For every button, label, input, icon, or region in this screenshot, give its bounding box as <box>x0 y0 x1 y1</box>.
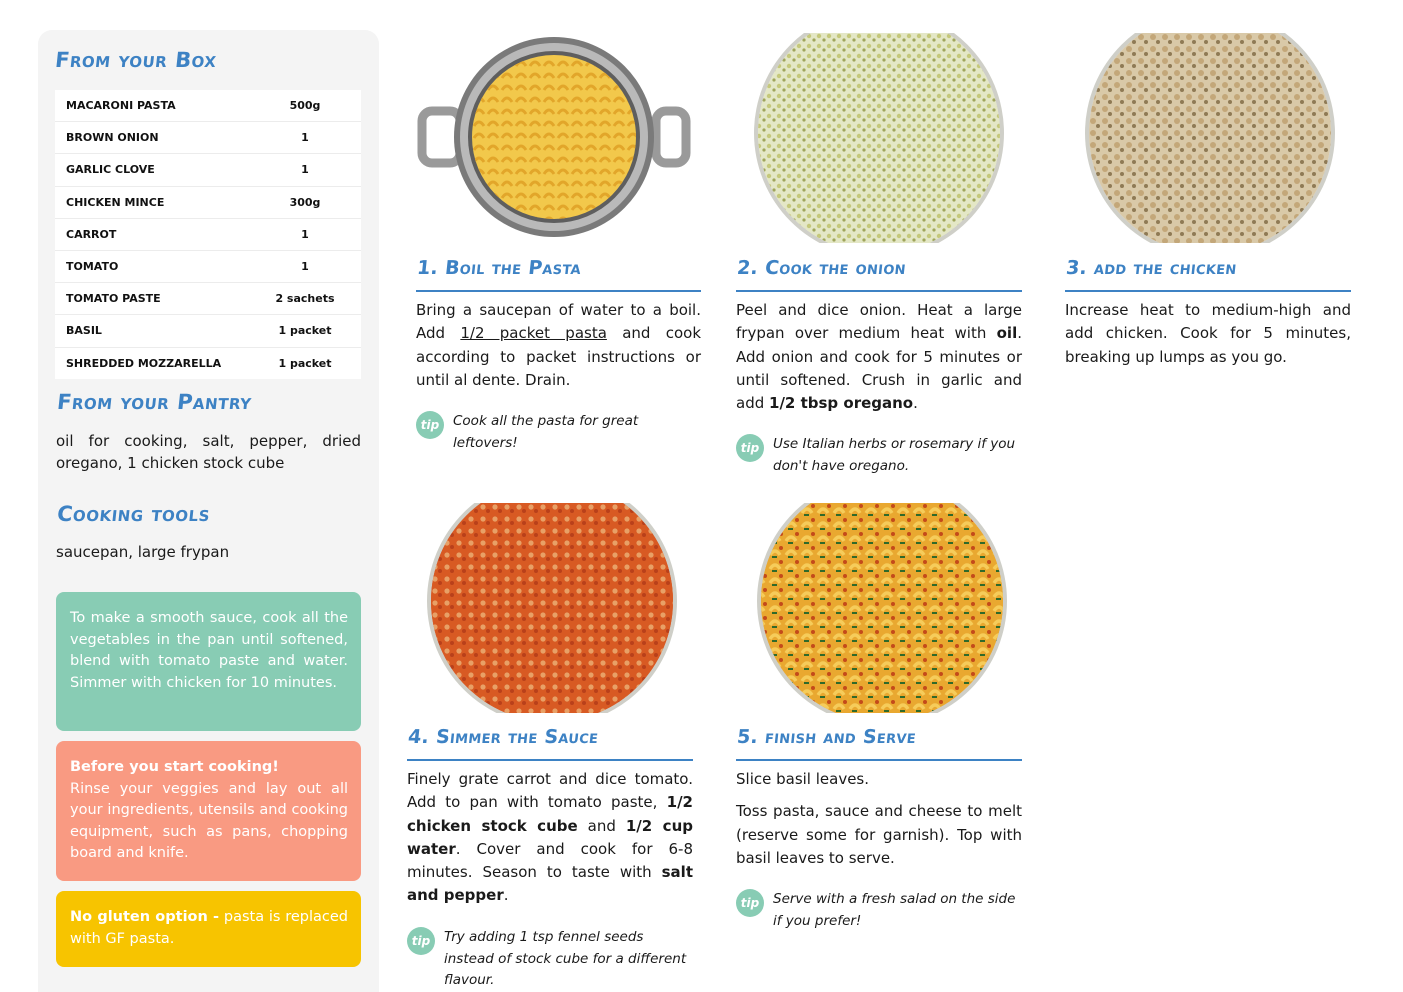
ingredient-qty: 1 <box>301 227 309 241</box>
pantry-list: oil for cooking, salt, pepper, dried oregano, 1 chicken stock cube <box>56 432 361 472</box>
ingredient-qty: 2 sachets <box>275 292 335 306</box>
ingredient-qty: 1 <box>301 163 309 177</box>
step4-instructions <box>407 768 693 908</box>
ingredient-row <box>55 122 361 154</box>
step1-title: 1. Boil the Pasta <box>416 257 583 279</box>
step1-divider <box>416 290 701 292</box>
ingredient-qty: 1 packet <box>278 324 332 338</box>
note-text: Rinse your veggies and lay out all your ingredients, utensils and cooking equipment, such as pans, chopping board and knife. <box>70 780 348 862</box>
from-your-pantry-heading: From your Pantry <box>56 390 253 414</box>
tip-icon: tip <box>736 434 764 462</box>
step5-text: Toss pasta, sauce and cheese to melt (reserve some for garnish). Top with basil leaves to serve. <box>736 802 1022 867</box>
ingredient-row <box>55 219 361 251</box>
note-heading: No gluten option - <box>70 909 220 925</box>
ingredient-row <box>55 348 361 379</box>
ingredient-qty: 500g <box>289 99 321 113</box>
step2-tip <box>736 434 1022 477</box>
tip-icon: tip <box>407 927 435 955</box>
ingredient-name: TOMATO PASTE <box>66 292 161 306</box>
step2-text: Peel and dice onion. Heat a large frypan over medium heat with <box>736 301 1022 343</box>
step4-text: and <box>577 816 626 835</box>
step2-divider <box>736 290 1022 292</box>
step4-text: . <box>503 886 509 905</box>
ingredient-row <box>55 154 361 186</box>
smooth-sauce-note: To make a smooth sauce, cook all the vegetables in the pan until softened, blend with tomato paste and water. Simmer with chicken for 10 minutes. <box>56 592 361 731</box>
step3-instructions: Increase heat to medium-high and add chicken. Cook for 5 minutes, breaking up lumps as you go. <box>1065 301 1351 366</box>
step5-text: Slice basil leaves. <box>736 770 870 788</box>
step4-divider <box>407 759 693 761</box>
ingredients-table <box>55 90 361 379</box>
tip-icon: tip <box>736 889 764 917</box>
ingredient-row <box>55 283 361 315</box>
step4-photo <box>407 503 693 713</box>
ingredient-row <box>55 315 361 347</box>
step5-instructions <box>736 768 1022 879</box>
ingredient-name: MACARONI PASTA <box>66 99 176 113</box>
step2-oregano: 1/2 tbsp oregano <box>769 394 914 413</box>
cooking-tools-heading: Cooking tools <box>56 502 212 526</box>
ingredient-name: BASIL <box>66 324 102 338</box>
step3-divider <box>1065 290 1351 292</box>
ingredient-name: GARLIC CLOVE <box>66 163 155 177</box>
step3-title: 3. add the chicken <box>1065 257 1238 279</box>
step4-text: Finely grate carrot and dice tomato. Add to pan with tomato paste, <box>407 770 693 812</box>
step1-pasta-amount: 1/2 packet pasta <box>460 324 607 343</box>
gluten-free-note <box>56 891 361 967</box>
step2-text: . Add onion and cook for 5 minutes or until softened. Crush in garlic and add <box>736 324 1022 413</box>
ingredient-name: TOMATO <box>66 260 119 274</box>
ingredient-name: CHICKEN MINCE <box>66 195 165 209</box>
step4-tip <box>407 927 697 992</box>
step3-photo <box>1065 33 1351 243</box>
tip-icon: tip <box>416 411 444 439</box>
tip-text: Use Italian herbs or rosemary if you don't have oregano. <box>773 436 1016 474</box>
tip-text: Cook all the pasta for great leftovers! <box>453 413 639 451</box>
tip-text: Serve with a fresh salad on the side if you prefer! <box>773 891 1016 929</box>
step1-photo <box>416 33 701 243</box>
step4-text: . Cover and cook for 6-8 minutes. Season to taste with <box>407 839 693 882</box>
ingredient-qty: 1 <box>301 131 309 145</box>
ingredient-qty: 300g <box>289 195 321 209</box>
ingredient-qty: 1 <box>301 260 309 274</box>
step4-water: 1/2 cup water <box>407 816 693 858</box>
note-heading: Before you start cooking! <box>70 759 279 775</box>
step5-divider <box>736 759 1022 761</box>
step5-tip <box>736 889 1022 932</box>
step1-text: Bring a saucepan of water to a boil. Add <box>416 301 701 343</box>
ingredient-name: CARROT <box>66 227 117 241</box>
ingredient-row <box>55 187 361 219</box>
note-text: pasta is replaced with GF pasta. <box>70 909 348 947</box>
step2-instructions <box>736 299 1022 415</box>
ingredient-qty: 1 packet <box>278 356 332 370</box>
tip-text: Try adding 1 tsp fennel seeds instead of stock cube for a different flavour. <box>444 929 687 988</box>
step1-text: and cook according to packet instructions or until al dente. Drain. <box>416 324 702 389</box>
step4-seasoning: salt and pepper <box>407 863 693 905</box>
before-cooking-note <box>56 741 361 881</box>
cooking-tools-list: saucepan, large frypan <box>56 543 230 561</box>
from-your-box-heading: From your Box <box>54 48 218 72</box>
step4-title: 4. Simmer the Sauce <box>407 726 600 748</box>
step2-title: 2. Cook the onion <box>736 257 908 279</box>
step2-photo <box>736 33 1022 243</box>
step5-photo <box>736 503 1022 713</box>
ingredient-name: SHREDDED MOZZARELLA <box>66 356 222 370</box>
ingredient-name: BROWN ONION <box>66 131 159 145</box>
step5-title: 5. finish and Serve <box>736 726 918 748</box>
step1-instructions <box>416 299 701 392</box>
step2-oil: oil <box>996 324 1018 343</box>
step4-stock: 1/2 chicken stock cube <box>407 793 693 835</box>
ingredient-row <box>55 90 361 122</box>
ingredient-row <box>55 251 361 283</box>
step2-text: . <box>913 394 918 413</box>
sidebar-panel <box>38 30 379 992</box>
step1-tip <box>416 411 706 454</box>
